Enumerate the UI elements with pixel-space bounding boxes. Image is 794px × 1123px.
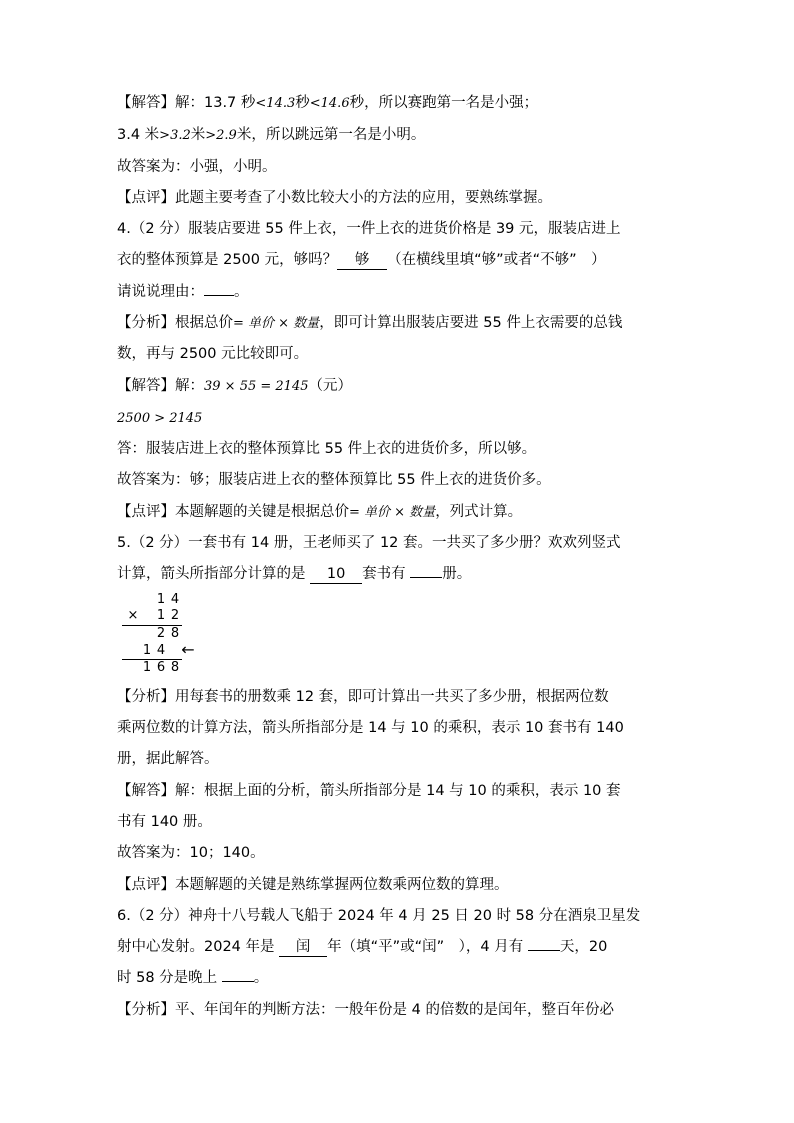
solution-4-line-1: 【解答】解：39 × 55 = 2145（元）: [117, 378, 352, 394]
answer-blank-empty: [222, 981, 254, 982]
digit: 8: [170, 626, 180, 641]
analysis-tag: 【分析】: [117, 315, 175, 331]
arrow-left-icon: ←: [181, 640, 195, 659]
multiply-sign: ×: [127, 608, 139, 623]
question-6-line-3: 时 58 分是晚上 。: [117, 970, 269, 986]
digit: 1: [156, 608, 166, 623]
question-5-line-2: 计算，箭头所指部分计算的是 10 套书有 册。: [117, 566, 472, 582]
digit: 2: [156, 626, 166, 641]
answer-summary-5: 故答案为：10；140。: [117, 845, 265, 861]
question-6-line-2: 射中心发射。2024 年是 闰 年（填“平”或“闰” ），4 月有 天，20: [117, 939, 608, 955]
analysis-5-line-3: 册，据此解答。: [117, 751, 219, 767]
analysis-4-line-2: 数，再与 2500 元比较即可。: [117, 346, 309, 362]
answer-blank: 够: [337, 251, 387, 270]
answer-line-2: 3.4 米>3.2米>2.9米，所以跳远第一名是小明。: [117, 127, 426, 143]
analysis-5-line-1: 【分析】用每套书的册数乘 12 套，即可计算出一共买了多少册，根据两位数: [117, 689, 609, 705]
comment-tag: 【点评】: [117, 877, 175, 893]
comment-line-1: 【点评】此题主要考查了小数比较大小的方法的应用，要熟练掌握。: [117, 190, 552, 206]
digit: 1: [156, 592, 166, 607]
question-4-line-2: 衣的整体预算是 2500 元，够吗？ 够 （在横线里填“够”或者“不够” ）: [117, 252, 606, 268]
comment-tag: 【点评】: [117, 190, 175, 206]
digit: 6: [156, 660, 166, 675]
solution-5-line-2: 书有 140 册。: [117, 814, 212, 830]
question-4-line-1: 4.（2 分）服装店要进 55 件上衣，一件上衣的进货价格是 39 元，服装店进上: [117, 221, 621, 237]
solution-5-line-1: 【解答】解：根据上面的分析，箭头所指部分是 14 与 10 的乘积，表示 10 套: [117, 783, 621, 799]
solution-tag: 【解答】: [117, 783, 175, 799]
answer-blank-empty: [410, 577, 442, 578]
analysis-tag: 【分析】: [117, 689, 175, 705]
digit: 4: [156, 643, 166, 658]
question-6-line-1: 6.（2 分）神舟十八号载人飞船于 2024 年 4 月 25 日 20 时 58 分在酒泉卫星发: [117, 908, 641, 924]
digit: 4: [170, 592, 180, 607]
analysis-5-line-2: 乘两位数的计算方法，箭头所指部分是 14 与 10 的乘积，表示 10 套书有 140: [117, 720, 624, 736]
question-4-line-3: 请说说理由： 。: [117, 284, 249, 300]
solution-tag: 【解答】: [117, 378, 175, 394]
vertical-multiplication: [117, 592, 207, 677]
comment-5: 【点评】本题解题的关键是熟练掌握两位数乘两位数的算理。: [117, 877, 509, 893]
question-5-line-1: 5.（2 分）一套书有 14 册，王老师买了 12 套。一共买了多少册？欢欢列竖式: [117, 535, 621, 551]
analysis-tag: 【分析】: [117, 1002, 175, 1018]
answer-line-1: 【解答】解：13.7 秒<14.3秒<14.6秒，所以赛跑第一名是小强；: [117, 95, 539, 111]
analysis-4-line-1: 【分析】根据总价= 单价 × 数量，即可计算出服装店要进 55 件上衣需要的总钱: [117, 315, 623, 331]
comment-tag: 【点评】: [117, 504, 175, 520]
comment-4: 【点评】本题解题的关键是根据总价= 单价 × 数量，列式计算。: [117, 504, 523, 520]
answer-tag: 【解答】: [117, 95, 175, 111]
answer-blank-empty: [528, 950, 560, 951]
analysis-6-line-1: 【分析】平、年闰年的判断方法：一般年份是 4 的倍数的是闰年，整百年份必: [117, 1002, 614, 1018]
answer-blank: 10: [310, 565, 362, 584]
answer-blank-empty: [204, 295, 234, 296]
digit: 2: [170, 608, 180, 623]
answer-summary-1: 故答案为：小强，小明。: [117, 159, 277, 175]
digit: 8: [170, 660, 180, 675]
solution-4-comparison: 2500 > 2145: [117, 411, 203, 426]
answer-summary-4: 故答案为：够；服装店进上衣的整体预算比 55 件上衣的进货价多。: [117, 472, 551, 488]
digit: 1: [142, 643, 152, 658]
digit: 1: [142, 660, 152, 675]
solution-4-answer: 答：服装店进上衣的整体预算比 55 件上衣的进货价多，所以够。: [117, 441, 537, 457]
answer-blank: 闰: [279, 938, 327, 957]
